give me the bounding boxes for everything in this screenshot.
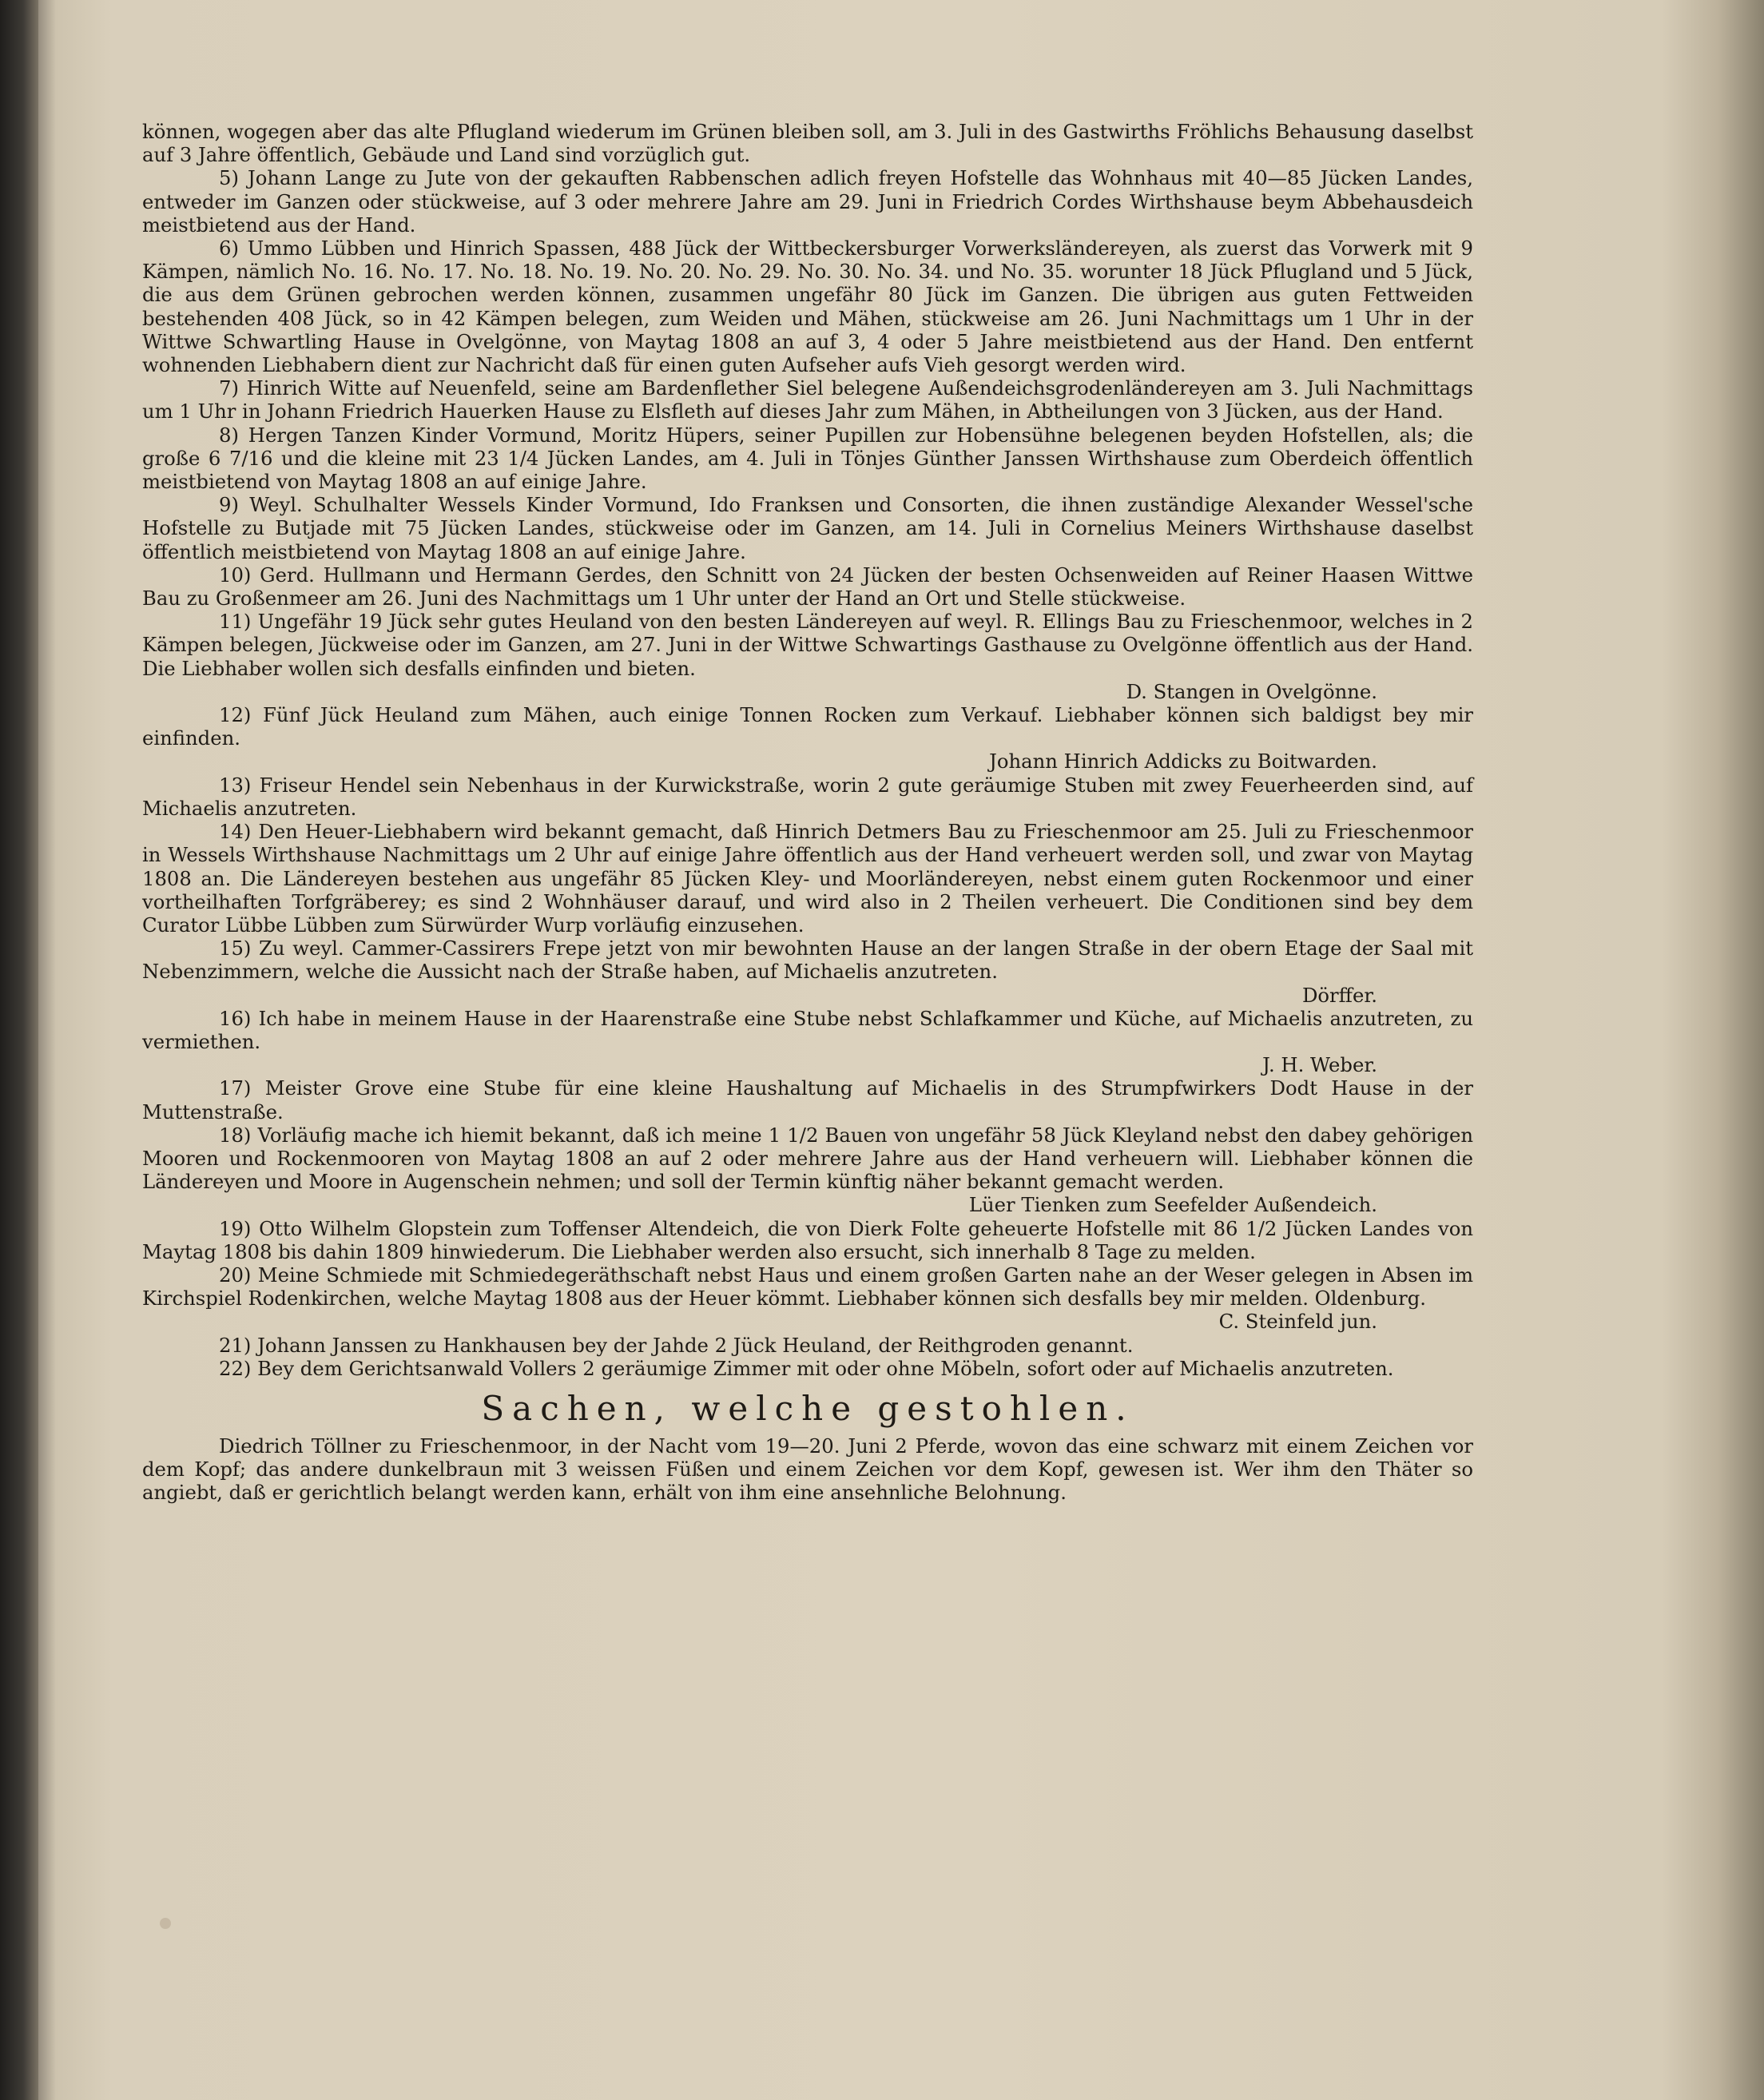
notice-15-signature: Dörffer.	[1301, 983, 1377, 1007]
notice-20	[142, 1263, 1473, 1334]
notice-20-signature: C. Steinfeld jun.	[1218, 1310, 1377, 1334]
notice-16	[142, 1007, 1473, 1077]
notice-11-text: 11) Ungefähr 19 Jück sehr gutes Heuland von den besten Ländereyen auf weyl. R. Ellings Bau zu Frieschenmoor, welches in 2 Kämpen belegen, Jückweise oder im Ganzen, am 27. Juni in der Wittwe Schwartings Gasthause zu Ovelgönne öffentlich aus der Hand. Die Liebhaber wollen sich desfalls einfinden und bieten.	[142, 610, 1473, 680]
notice-16-text: 16) Ich habe in meinem Hause in der Haarenstraße eine Stube nebst Schlafkammer und Küche, auf Michaelis anzutreten, zu vermiethen.	[142, 1006, 1473, 1053]
notice-15-text: 15) Zu weyl. Cammer-Cassirers Frepe jetzt von mir bewohnten Hause an der langen Straße in der obern Etage der Saal mit Nebenzimmern, welche die Aussicht nach der Straße haben, auf Michaelis anzutreten.	[142, 937, 1473, 984]
theft-notice: Diedrich Töllner zu Frieschenmoor, in der Nacht vom 19—20. Juni 2 Pferde, wovon das eine schwarz mit einem Zeichen vor dem Kopf; das andere dunkelbraun mit 3 weissen Füßen und einem Zeichen vor dem Kopf, gewesen ist. Wer ihm den Thäter so angiebt, daß er gerichtlich belangt werden kann, erhält von ihm eine ansehnliche Belohnung.	[142, 1434, 1473, 1505]
notice-15	[142, 937, 1473, 1007]
page-text	[142, 120, 1473, 1505]
notice-20-text: 20) Meine Schmiede mit Schmiedegeräthschaft nebst Haus und einem großen Garten nahe an der Weser gelegen in Absen im Kirchspiel Rodenkirchen, welche Maytag 1808 aus der Heuer kömmt. Liebhaber können sich desfalls bey mir melden. Oldenburg.	[142, 1263, 1473, 1311]
notice-11-signature: D. Stangen in Ovelgönne.	[1126, 679, 1377, 703]
notice-19: 19) Otto Wilhelm Glopstein zum Toffenser Altendeich, die von Dierk Folte geheuerte Hofstelle mit 86 1/2 Jücken Landes von Maytag 1808 bis dahin 1809 hinwiederum. Die Liebhaber werden also ersucht, sich innerhalb 8 Tage zu melden.	[142, 1216, 1473, 1263]
paragraph-continuation: können, wogegen aber das alte Pflugland wiederum im Grünen bleiben soll, am 3. Juli in des Gastwirths Fröhlichs Behausung daselbst auf 3 Jahre öffentlich, Gebäude und Land sind vorzüglich gut.	[142, 120, 1473, 167]
notice-18	[142, 1124, 1473, 1217]
notice-8: 8) Hergen Tanzen Kinder Vormund, Moritz Hüpers, seiner Pupillen zur Hobensühne belegenen beyden Hofstellen, als; die große 6 7/16 und die kleine mit 23 1/4 Jücken Landes, am 4. Juli in Tönjes Günther Janssen Wirthshause zum Oberdeich öffentlich meistbietend von Maytag 1808 an auf einige Jahre.	[142, 423, 1473, 494]
notice-14: 14) Den Heuer-Liebhabern wird bekannt gemacht, daß Hinrich Detmers Bau zu Frieschenmoor am 25. Juli zu Frieschenmoor in Wessels Wirthshause Nachmittags um 2 Uhr auf einige Jahre öffentlich aus der Hand verheuert werden soll, und zwar von Maytag 1808 an. Die Ländereyen bestehen aus ungefähr 85 Jücken Kley- und Moorländereyen, nebst einem guten Rockenmoor und einer vortheilhaften Torfgräberey; es sind 2 Wohnhäuser darauf, und wird also in 2 Theilen verheuert. Die Conditionen sind bey dem Curator Lübbe Lübben zum Sürwürder Wurp vorläufig einzusehen.	[142, 820, 1473, 937]
notice-5: 5) Johann Lange zu Jute von der gekauften Rabbenschen adlich freyen Hofstelle das Wohnhaus mit 40—85 Jücken Landes, entweder im Ganzen oder stückweise, auf 3 oder mehrere Jahre am 29. Juni in Friedrich Cordes Wirthshause beym Abbehausdeich meistbietend aus der Hand.	[142, 166, 1473, 237]
notice-11	[142, 610, 1473, 703]
notice-16-signature: J. H. Weber.	[1262, 1053, 1377, 1077]
notice-9: 9) Weyl. Schulhalter Wessels Kinder Vormund, Ido Franksen und Consorten, die ihnen zuständige Alexander Wessel'sche Hofstelle zu Butjade mit 75 Jücken Landes, stückweise oder im Ganzen, am 14. Juli in Cornelius Meiners Wirthshause daselbst öffentlich meistbietend von Maytag 1808 an auf einige Jahre.	[142, 493, 1473, 563]
notice-13: 13) Friseur Hendel sein Nebenhaus in der Kurwickstraße, worin 2 gute geräumige Stuben mit zwey Feuerheerden sind, auf Michaelis anzutreten.	[142, 773, 1473, 820]
section-heading-stolen: Sachen, welche gestohlen.	[481, 1388, 1134, 1428]
notice-12	[142, 703, 1473, 774]
notice-7: 7) Hinrich Witte auf Neuenfeld, seine am Bardenflether Siel belegene Außendeichsgrodenländereyen am 3. Juli Nachmittags um 1 Uhr in Johann Friedrich Hauerken Hause zu Elsfleth auf dieses Jahr zum Mähen, in Abtheilungen von 3 Jücken, aus der Hand.	[142, 376, 1473, 424]
notice-18-signature: Lüer Tienken zum Seefelder Außendeich.	[968, 1193, 1377, 1217]
notice-21: 21) Johann Janssen zu Hankhausen bey der Jahde 2 Jück Heuland, der Reithgroden genannt.	[219, 1333, 1134, 1357]
notice-22: 22) Bey dem Gerichtsanwald Vollers 2 geräumige Zimmer mit oder ohne Möbeln, sofort oder auf Michaelis anzutreten.	[219, 1356, 1394, 1380]
notice-12-signature: Johann Hinrich Addicks zu Boitwarden.	[989, 750, 1377, 774]
notice-6: 6) Ummo Lübben und Hinrich Spassen, 488 Jück der Wittbeckersburger Vorwerksländereyen, als zuerst das Vorwerk mit 9 Kämpen, nämlich No. 16. No. 17. No. 18. No. 19. No. 20. No. 29. No. 30. No. 34. und No. 35. worunter 18 Jück Pflugland und 5 Jück, die aus dem Grünen gebrochen werden können, zusammen ungefähr 80 Jück im Ganzen. Die übrigen aus guten Fettweiden bestehenden 408 Jück, so in 42 Kämpen belegen, zum Weiden und Mähen, stückweise am 26. Juni Nachmittags um 1 Uhr in der Wittwe Schwartling Hause in Ovelgönne, von Maytag 1808 an auf 3, 4 oder 5 Jahre meistbietend aus der Hand. Den entfernt wohnenden Liebhabern dient zur Nachricht daß für einen guten Aufseher aufs Vieh gesorgt werden wird.	[142, 237, 1473, 377]
notice-10: 10) Gerd. Hullmann und Hermann Gerdes, den Schnitt von 24 Jücken der besten Ochsenweiden auf Reiner Haasen Wittwe Bau zu Großenmeer am 26. Juni des Nachmittags um 1 Uhr unter der Hand an Ort und Stelle stückweise.	[142, 563, 1473, 611]
ink-stain	[160, 1918, 171, 1929]
notice-12-text: 12) Fünf Jück Heuland zum Mähen, auch einige Tonnen Rocken zum Verkauf. Liebhaber können sich baldigst bey mir einfinden.	[142, 703, 1473, 750]
notice-17: 17) Meister Grove eine Stube für eine kleine Haushaltung auf Michaelis in des Strumpfwirkers Dodt Hause in der Muttenstraße.	[142, 1076, 1473, 1124]
notice-18-text: 18) Vorläufig mache ich hiemit bekannt, daß ich meine 1 1/2 Bauen von ungefähr 58 Jück Kleyland nebst den dabey gehörigen Mooren und Rockenmooren von Maytag 1808 an auf 2 oder mehrere Jahre aus der Hand verheuern will. Liebhaber können die Ländereyen und Moore in Augenschein nehmen; und soll der Termin künftig näher bekannt gemacht werden.	[142, 1123, 1473, 1194]
book-gutter	[0, 0, 38, 2100]
